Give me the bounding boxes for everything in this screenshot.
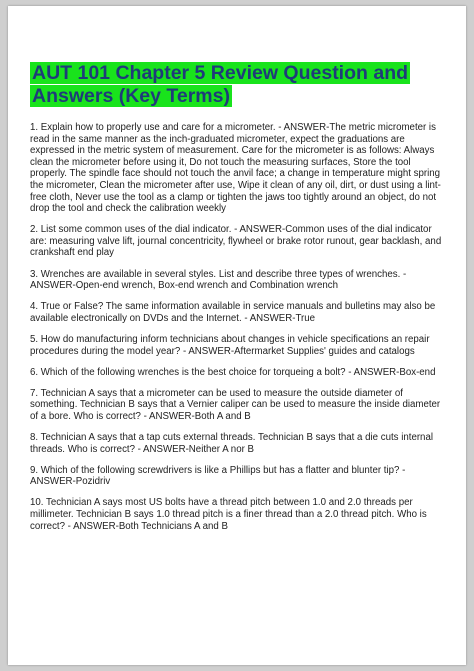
qa-item-10: 10. Technician A says most US bolts have a thread pitch between 1.0 and 2.0 threads per millimeter. Technician B says 1.0 thread pitch is a finer thread than a 2.0 thread pitch. Who is correct? - ANSWER-Both Technicians A and B (30, 497, 427, 532)
document-content (30, 62, 442, 542)
qa-item-6: 6. Which of the following wrenches is the best choice for torqueing a bolt? - ANSWER-Box-end (30, 366, 436, 378)
qa-item-5: 5. How do manufacturing inform technicians about changes in vehicle specifications an repair procedures during the model year? - ANSWER-Aftermarket Supplies' guides and catalogs (30, 333, 430, 357)
qa-item-4: 4. True or False? The same information available in service manuals and bulletins may also be available electronically on DVDs and the Internet. - ANSWER-True (30, 301, 436, 324)
qa-item-7: 7. Technician A says that a micrometer can be used to measure the outside diameter of something. Technician B says that a Vernier caliper can be used to measure the inside diameter of a bore. Who is correct? - ANSWER-Both A and B (30, 387, 441, 422)
qa-item-1: 1. Explain how to properly use and care for a micrometer. - ANSWER-The metric micrometer is read in the same manner as the inch-graduated micrometer, expect the graduations are expressed in the metric system of measurement. Care for the micrometer is as follows: Always clean the micrometer before using it, Do not touch the measuring surfaces, Store the tool properly. The spindle face should not touch the anvil face; a change in temperature might spring the micrometer, Clean the micrometer after use, Wipe it clean of any oil, dirt, or dust using a lint-free cloth, Never use the tool as a clamp or tighten the jaws too tightly around an object, do not drop the tool and check the calibration weekly (30, 122, 441, 215)
qa-item-9: 9. Which of the following screwdrivers is like a Phillips but has a flatter and blunter tip? - ANSWER-Pozidriv (30, 464, 406, 488)
qa-item-2: 2. List some common uses of the dial indicator. - ANSWER-Common uses of the dial indicator are: measuring valve lift, journal concentricity, flywheel or brake rotor runout, gear backlash, and crankshaft end play (30, 224, 442, 259)
document-title (30, 62, 442, 108)
document-page (8, 6, 466, 665)
qa-item-8: 8. Technician A says that a tap cuts external threads. Technician B says that a die cuts internal threads. Who is correct? - ANSWER-Neither A nor B (30, 431, 433, 455)
qa-item-3: 3. Wrenches are available in several styles. List and describe three types of wrenches. - ANSWER-Open-end wrench, Box-end wrench and Combination wrench (30, 268, 407, 292)
title-highlight: AUT 101 Chapter 5 Review Question and Answers (Key Terms) (32, 62, 409, 107)
